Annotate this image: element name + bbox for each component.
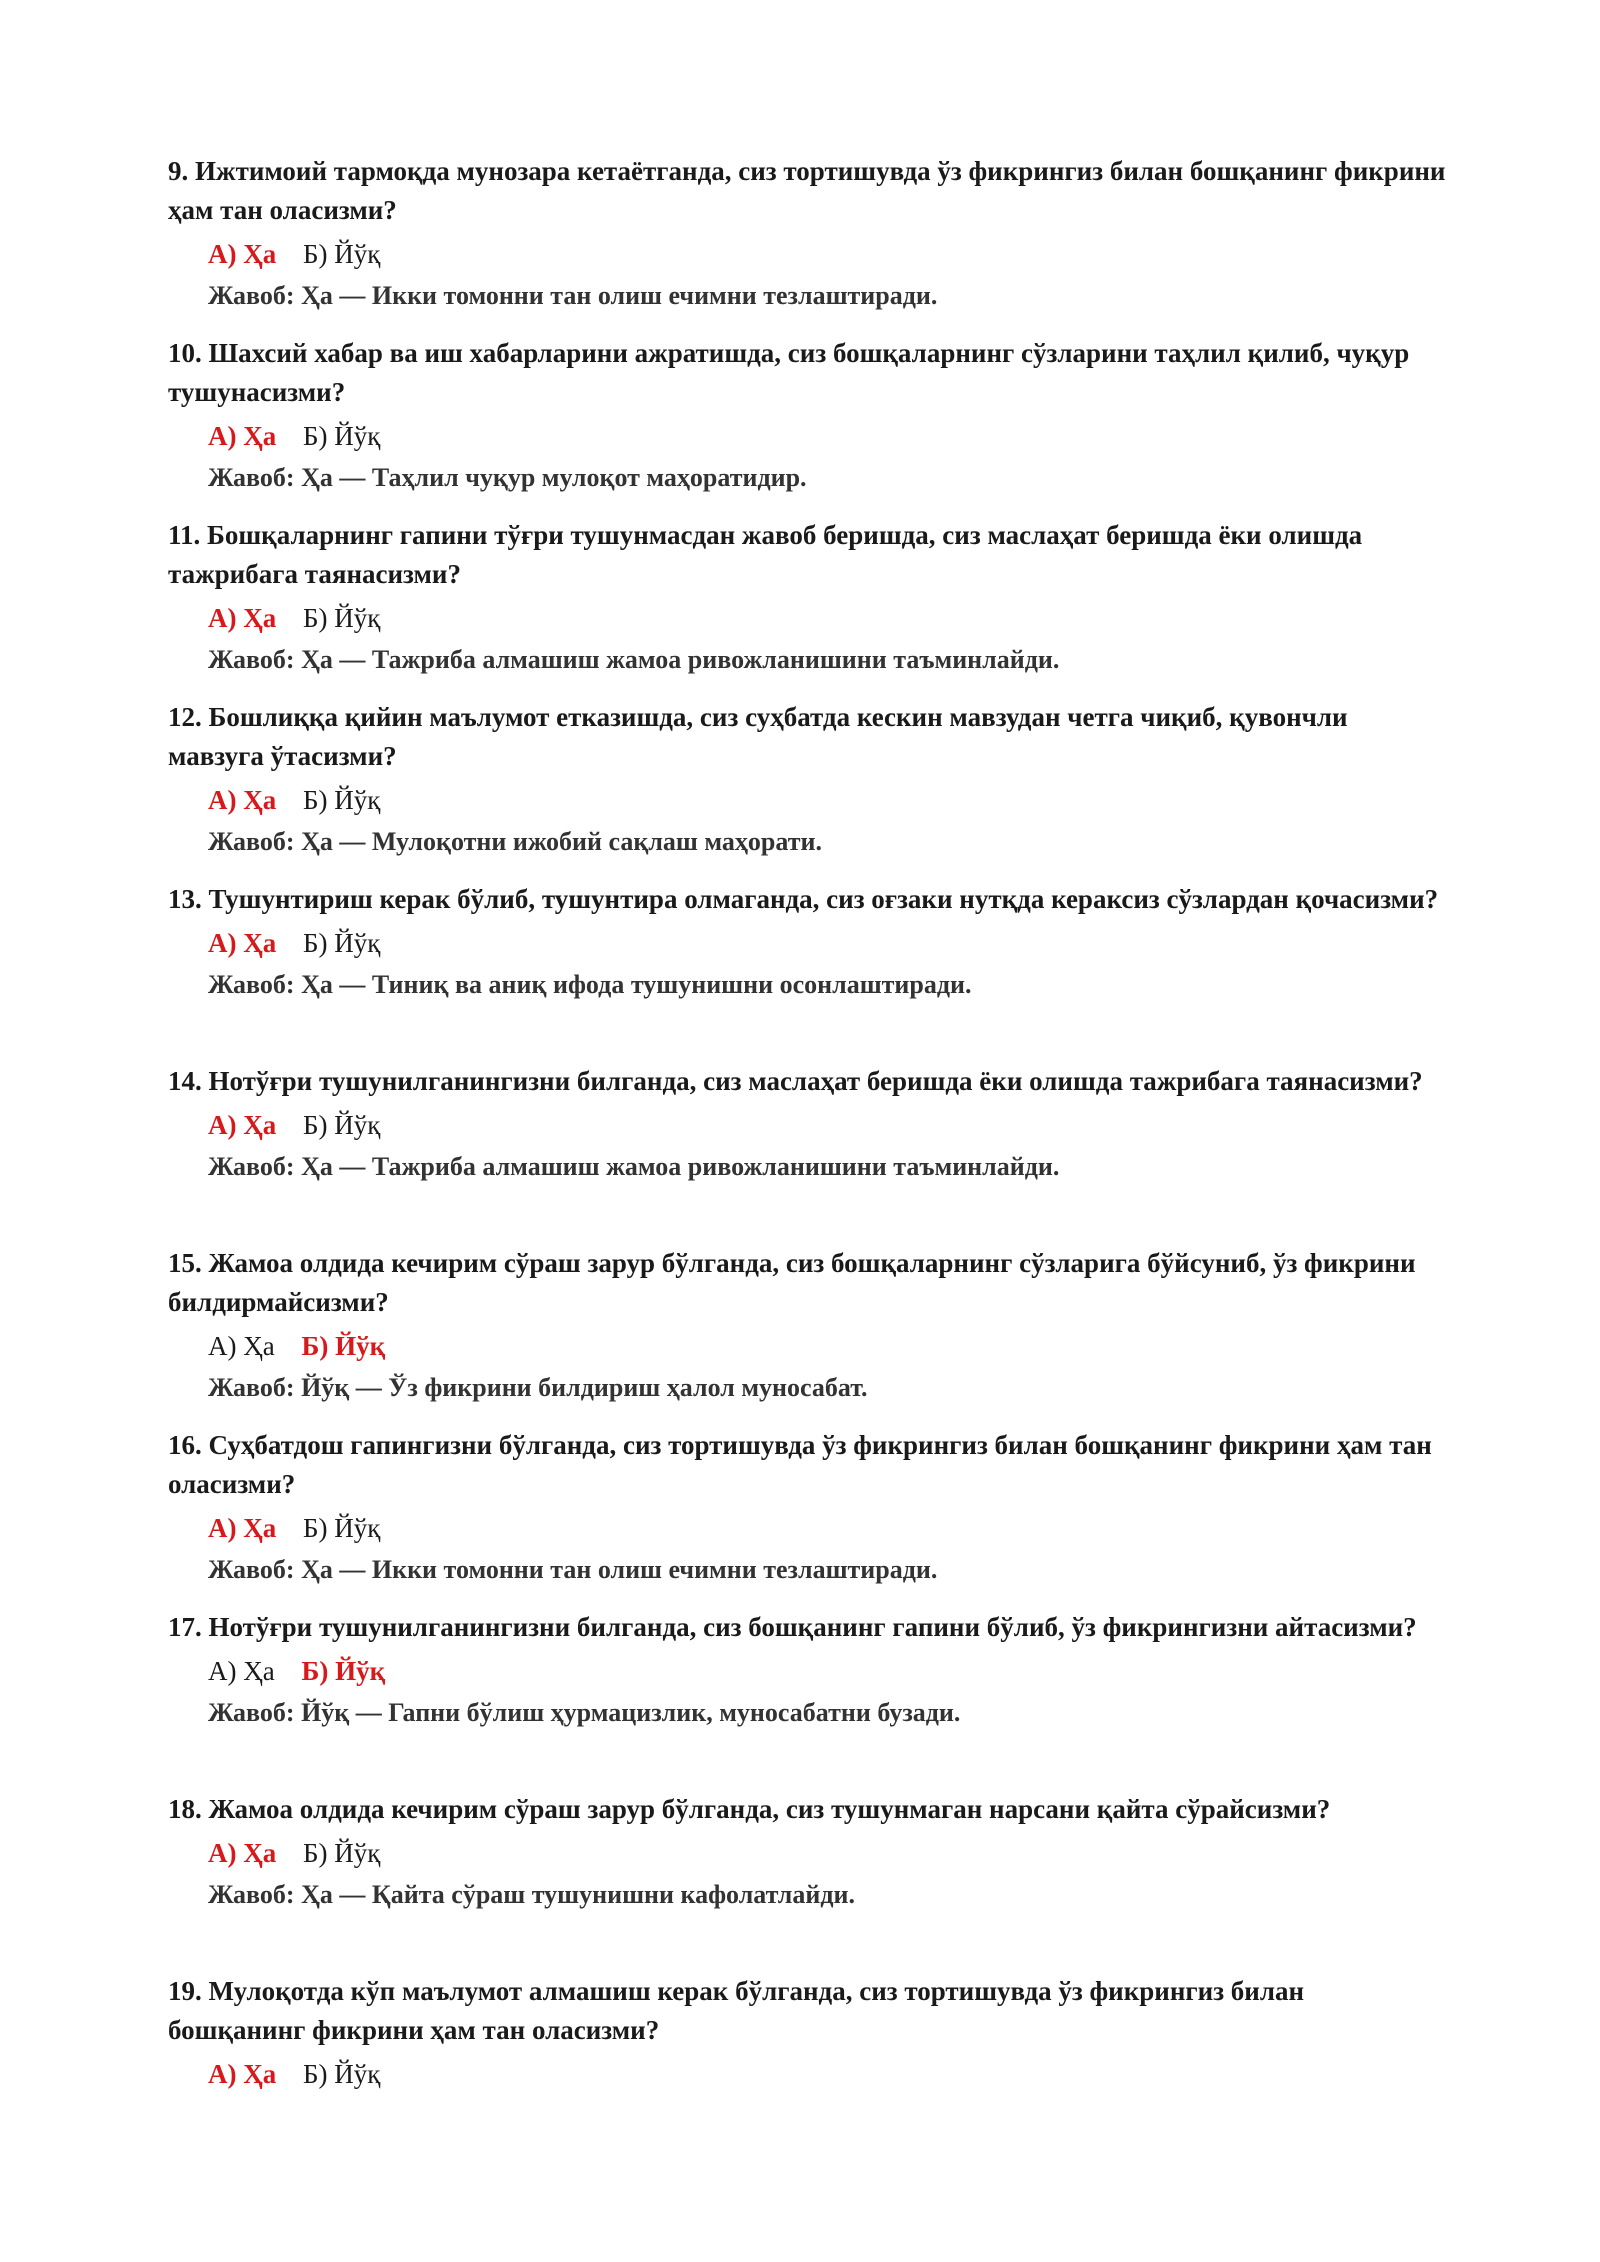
answer-options: [208, 2054, 1448, 2094]
answer-options: [208, 923, 1448, 963]
option-a[interactable]: А) Ҳа: [208, 1838, 277, 1868]
option-a[interactable]: А) Ҳа: [208, 603, 277, 633]
option-b[interactable]: Б) Йўқ: [303, 2059, 381, 2089]
question-text: 9. Ижтимоий тармоқда мунозара кетаётганда, сиз тортишувда ўз фикрингиз билан бошқанинг фикрини ҳам тан оласизми?: [168, 156, 1446, 225]
answer-explanation: Жавоб: Йўқ — Ўз фикрини билдириш ҳалол муносабат.: [208, 1373, 868, 1402]
option-b[interactable]: Б) Йўқ: [303, 1110, 381, 1140]
answer-options: [208, 1833, 1448, 1873]
question-17: [168, 1608, 1448, 1733]
option-b[interactable]: Б) Йўқ: [303, 785, 381, 815]
question-text: 16. Суҳбатдош гапингизни бўлганда, сиз тортишувда ўз фикрингиз билан бошқанинг фикрини ҳам тан оласизми?: [168, 1430, 1432, 1499]
question-19: [168, 1972, 1448, 2094]
question-12: [168, 698, 1448, 862]
answer-explanation: Жавоб: Ҳа — Икки томонни тан олиш ечимни тезлаштиради.: [208, 281, 938, 310]
question-11: [168, 516, 1448, 680]
answer-options: [208, 780, 1448, 820]
question-text: 13. Тушунтириш керак бўлиб, тушунтира олмаганда, сиз оғзаки нутқда кераксиз сўзлардан қочасизми?: [168, 884, 1439, 914]
answer-options: [208, 1651, 1448, 1691]
option-a[interactable]: А) Ҳа: [208, 239, 277, 269]
question-text: 15. Жамоа олдида кечирим сўраш зарур бўлганда, сиз бошқаларнинг сўзларига бўйсуниб, ўз фикрини билдирмайсизми?: [168, 1248, 1416, 1317]
answer-options: [208, 1326, 1448, 1366]
answer-explanation: Жавоб: Ҳа — Икки томонни тан олиш ечимни тезлаштиради.: [208, 1555, 938, 1584]
option-b[interactable]: Б) Йўқ: [303, 1838, 381, 1868]
question-14: [168, 1062, 1448, 1187]
question-18: [168, 1790, 1448, 1915]
answer-explanation: Жавоб: Ҳа — Тажриба алмашиш жамоа ривожланишини таъминлайди.: [208, 1152, 1060, 1181]
question-13: [168, 880, 1448, 1005]
question-text: 12. Бошлиққа қийин маълумот етказишда, сиз суҳбатда кескин мавзудан четга чиқиб, қувончли мавзуга ўтасизми?: [168, 702, 1348, 771]
question-text: 17. Нотўғри тушунилганингизни билганда, сиз бошқанинг гапини бўлиб, ўз фикрингизни айтасизми?: [168, 1612, 1417, 1642]
option-a[interactable]: А) Ҳа: [208, 1513, 277, 1543]
answer-options: [208, 234, 1448, 274]
question-text: 19. Мулоқотда кўп маълумот алмашиш керак бўлганда, сиз тортишувда ўз фикрингиз билан бошқанинг фикрини ҳам тан оласизми?: [168, 1976, 1305, 2045]
option-b[interactable]: Б) Йўқ: [303, 603, 381, 633]
answer-explanation: Жавоб: Ҳа — Таҳлил чуқур мулоқот маҳоратидир.: [208, 463, 807, 492]
question-text: 11. Бошқаларнинг гапини тўғри тушунмасдан жавоб беришда, сиз маслаҳат беришда ёки олишда тажрибага таянасизми?: [168, 520, 1363, 589]
question-16: [168, 1426, 1448, 1590]
question-10: [168, 334, 1448, 498]
option-a[interactable]: А) Ҳа: [208, 785, 277, 815]
option-b[interactable]: Б) Йўқ: [303, 928, 381, 958]
answer-options: [208, 416, 1448, 456]
answer-explanation: Жавоб: Ҳа — Қайта сўраш тушунишни кафолатлайди.: [208, 1880, 855, 1909]
answer-explanation: Жавоб: Ҳа — Тиниқ ва аниқ ифода тушунишни осонлаштиради.: [208, 970, 972, 999]
question-text: 14. Нотўғри тушунилганингизни билганда, сиз маслаҳат беришда ёки олишда тажрибага таянасизми?: [168, 1066, 1423, 1096]
answer-options: [208, 1105, 1448, 1145]
option-a[interactable]: А) Ҳа: [208, 1331, 275, 1361]
question-15: [168, 1244, 1448, 1408]
answer-options: [208, 598, 1448, 638]
option-a[interactable]: А) Ҳа: [208, 1656, 275, 1686]
option-b[interactable]: Б) Йўқ: [303, 421, 381, 451]
answer-explanation: Жавоб: Йўқ — Гапни бўлиш ҳурмацизлик, муносабатни бузади.: [208, 1698, 961, 1727]
option-a[interactable]: А) Ҳа: [208, 928, 277, 958]
option-a[interactable]: А) Ҳа: [208, 421, 277, 451]
question-text: 18. Жамоа олдида кечирим сўраш зарур бўлганда, сиз тушунмаган нарсани қайта сўрайсизми?: [168, 1794, 1331, 1824]
option-a[interactable]: А) Ҳа: [208, 1110, 277, 1140]
answer-explanation: Жавоб: Ҳа — Мулоқотни ижобий сақлаш маҳорати.: [208, 827, 822, 856]
option-b[interactable]: Б) Йўқ: [301, 1331, 386, 1361]
option-b[interactable]: Б) Йўқ: [303, 239, 381, 269]
question-text: 10. Шахсий хабар ва иш хабарларини ажратишда, сиз бошқаларнинг сўзларини таҳлил қилиб, чуқур тушунасизми?: [168, 338, 1410, 407]
answer-options: [208, 1508, 1448, 1548]
answer-explanation: Жавоб: Ҳа — Тажриба алмашиш жамоа ривожланишини таъминлайди.: [208, 645, 1060, 674]
option-b[interactable]: Б) Йўқ: [301, 1656, 386, 1686]
question-9: [168, 152, 1448, 316]
option-a[interactable]: А) Ҳа: [208, 2059, 277, 2089]
option-b[interactable]: Б) Йўқ: [303, 1513, 381, 1543]
